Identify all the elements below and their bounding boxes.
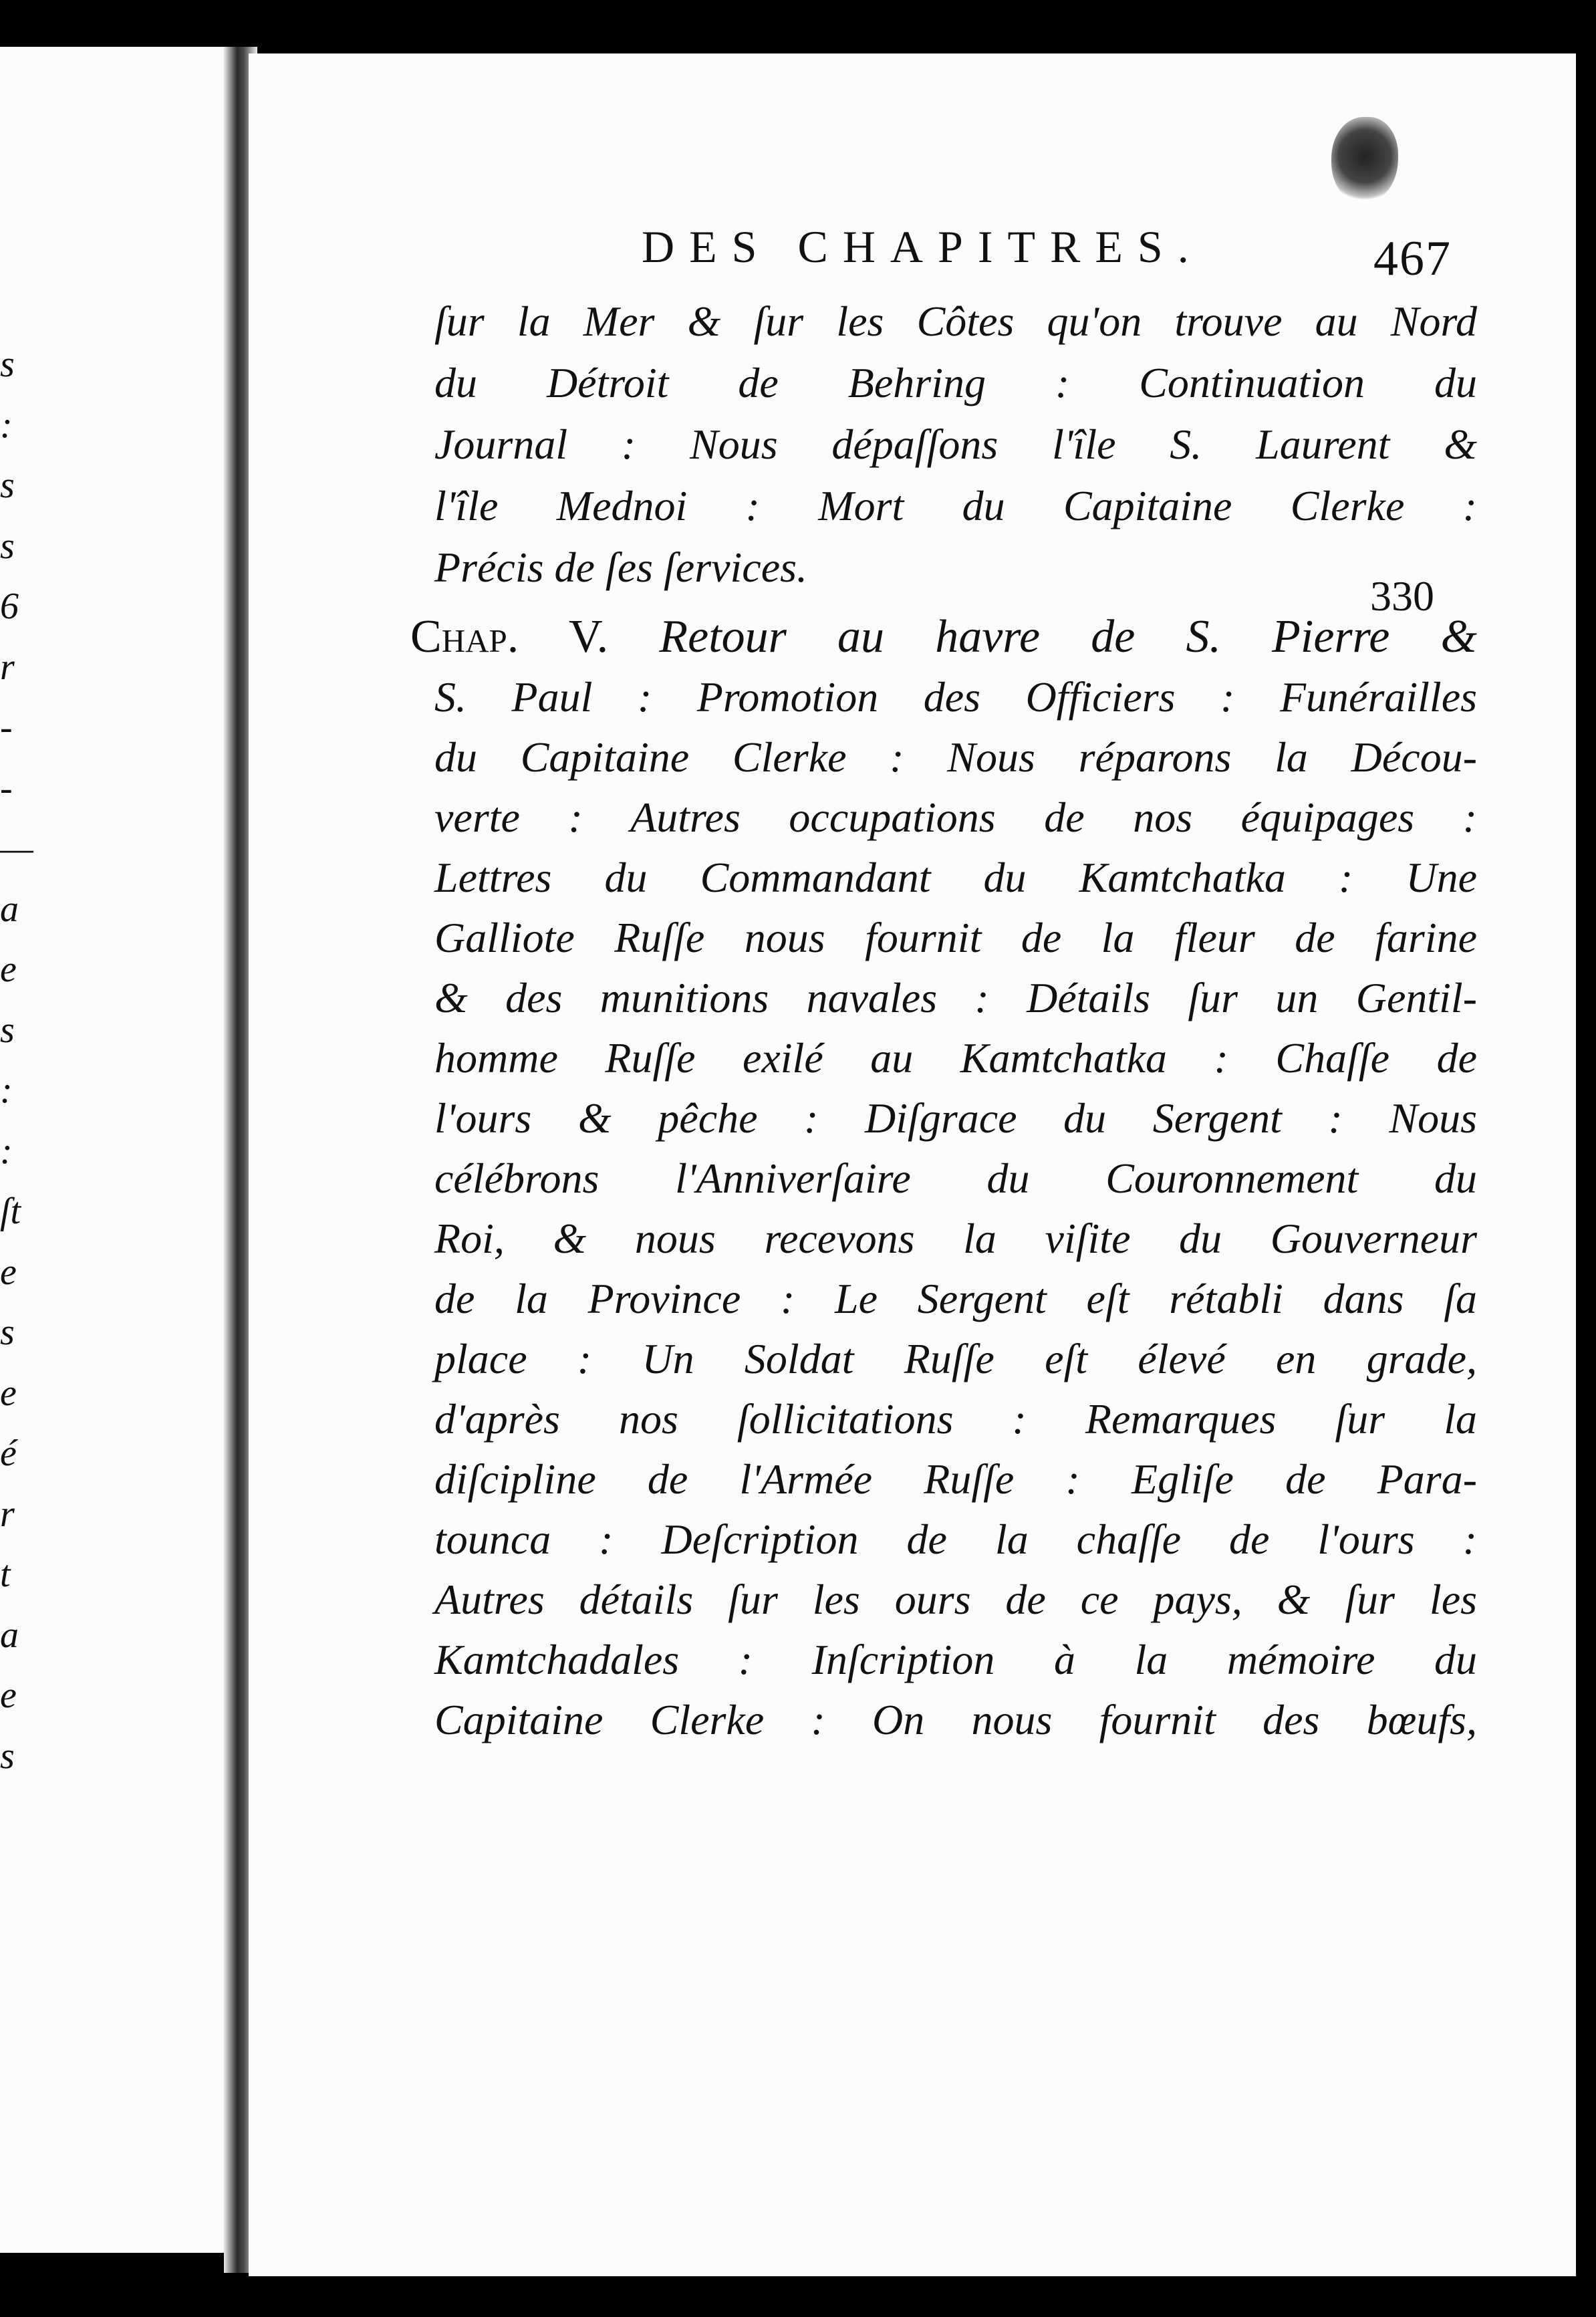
text-line: place : Un Soldat Ruſſe eſt élevé en grade,	[434, 1335, 1477, 1382]
ink-blot	[1331, 117, 1398, 204]
chapter-heading-line	[410, 607, 1477, 667]
margin-fragment: -	[0, 707, 13, 748]
page-reference: 330	[1370, 572, 1434, 620]
margin-fragment: ſt	[0, 1191, 21, 1232]
text-line: S. Paul : Promotion des Officiers : Funérailles	[434, 673, 1477, 721]
text-line: verte : Autres occupations de nos équipages :	[434, 794, 1477, 841]
margin-fragment: s	[0, 1735, 15, 1777]
text-line: célébrons l'Anniverſaire du Couronnement du	[434, 1154, 1477, 1202]
margin-fragment: r	[0, 646, 15, 688]
margin-fragment: a	[0, 1614, 19, 1656]
margin-fragment: t	[0, 1554, 11, 1595]
chapter-v-entry	[410, 607, 1477, 1750]
margin-fragment: a	[0, 888, 19, 930]
margin-fragment: 6	[0, 586, 19, 627]
margin-fragment: s	[0, 525, 15, 567]
margin-fragment: :	[0, 1130, 13, 1172]
margin-fragment: s	[0, 465, 15, 506]
margin-fragment: —	[0, 828, 33, 869]
text-line: Kamtchadales : Inſcription à la mémoire du	[434, 1636, 1477, 1683]
text-line: Galliote Ruſſe nous fournit de la fleur de farine	[434, 914, 1477, 961]
margin-fragment: e	[0, 1251, 17, 1293]
margin-fragment: :	[0, 404, 13, 446]
text-line: diſcipline de l'Armée Ruſſe : Egliſe de Para-	[434, 1455, 1477, 1503]
text-line: Autres détails ſur les ours de ce pays, & ſur les	[434, 1576, 1477, 1623]
text-line: ſur la Mer & ſur les Côtes qu'on trouve au Nord	[434, 297, 1477, 345]
margin-fragment: r	[0, 1493, 15, 1535]
continued-entry	[434, 291, 1477, 598]
margin-fragment: s	[0, 344, 15, 385]
text-line: du Capitaine Clerke : Nous réparons la Décou-	[434, 733, 1477, 781]
text-line: Journal : Nous dépaſſons l'île S. Laurent &	[434, 420, 1477, 468]
margin-fragment: é	[0, 1433, 17, 1474]
left-page-edge	[0, 47, 224, 2253]
chapter-label: Chap. V.	[410, 611, 609, 662]
margin-fragment: :	[0, 1070, 13, 1111]
text-line: homme Ruſſe exilé au Kamtchatka : Chaſſe de	[434, 1034, 1477, 1082]
page-number: 467	[1373, 231, 1452, 286]
text-line: Retour au havre de S. Pierre &	[659, 611, 1477, 662]
text-line: Capitaine Clerke : On nous fournit des bœufs,	[434, 1696, 1477, 1743]
left-page-line-endings	[0, 334, 40, 1786]
text-line: & des munitions navales : Détails ſur un Gentil-	[434, 974, 1477, 1021]
text-line: de la Province : Le Sergent eſt rétabli dans ſa	[434, 1275, 1477, 1322]
margin-fragment: e	[0, 949, 17, 990]
margin-fragment: s	[0, 1312, 15, 1353]
text-line: d'après nos ſollicitations : Remarques ſur la	[434, 1395, 1477, 1443]
text-line: l'île Mednoi : Mort du Capitaine Clerke :	[434, 482, 1477, 529]
text-line: Précis de ſes ſervices.	[434, 543, 807, 591]
text-line: Lettres du Commandant du Kamtchatka : Une	[434, 854, 1477, 901]
margin-fragment: s	[0, 1009, 15, 1051]
margin-fragment: e	[0, 1675, 17, 1716]
margin-fragment: e	[0, 1372, 17, 1414]
text-line: du Détroit de Behring : Continuation du	[434, 359, 1477, 406]
running-head: DES CHAPITRES.	[642, 221, 1204, 272]
text-line: tounca : Deſcription de la chaſſe de l'ours :	[434, 1515, 1477, 1563]
text-line: l'ours & pêche : Diſgrace du Sergent : Nous	[434, 1094, 1477, 1142]
margin-fragment: -	[0, 767, 13, 809]
text-line: Roi, & nous recevons la viſite du Gouverneur	[434, 1215, 1477, 1262]
